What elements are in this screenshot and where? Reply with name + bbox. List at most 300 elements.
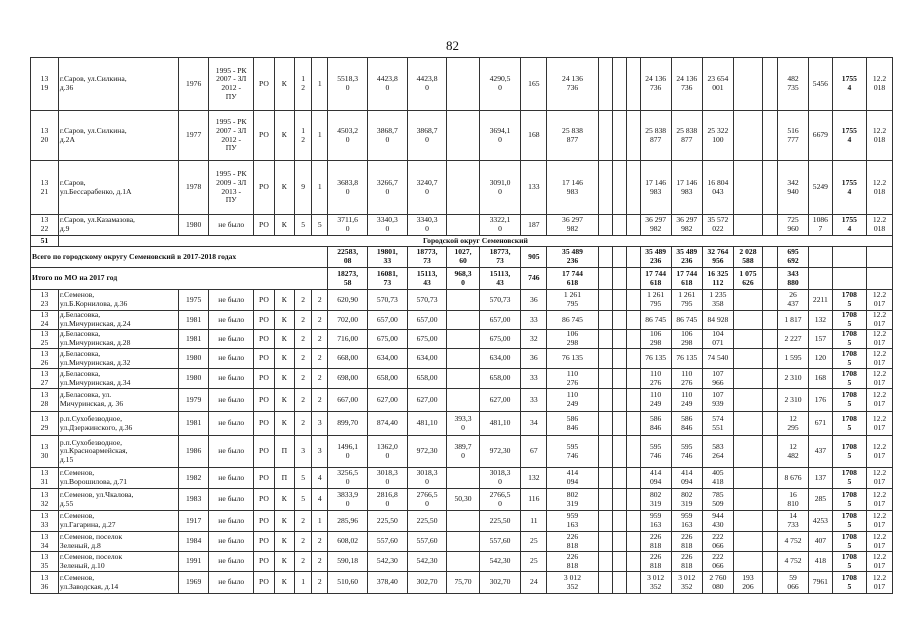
- value-cell: 11: [521, 511, 547, 532]
- value-cell: 8 676: [777, 468, 808, 489]
- value-cell: 1086 7: [809, 215, 833, 236]
- total-value-cell: [832, 247, 866, 268]
- entrances-cell: 1: [312, 511, 328, 532]
- value-cell: 3 012 352: [547, 572, 599, 594]
- value-cell: 25: [521, 552, 547, 572]
- value-cell: [612, 511, 626, 532]
- address-cell: г.Семенов, ул.Гагарина, д.27: [58, 511, 178, 532]
- entrances-cell: 2: [312, 311, 328, 330]
- year-cell: 1978: [179, 161, 209, 215]
- row-number: 13 25: [31, 330, 59, 349]
- total-value-cell: 35 489 236: [547, 247, 599, 268]
- value-cell: [626, 412, 640, 436]
- value-cell: 110 249: [671, 389, 702, 412]
- value-cell: [733, 215, 762, 236]
- value-cell: 1362,0 0: [368, 436, 408, 468]
- value-cell: 106 298: [547, 330, 599, 349]
- value-cell: 187: [521, 215, 547, 236]
- type-cell: РО: [254, 412, 274, 436]
- address-cell: г.Семенов, поселок Зеленый, д.10: [58, 552, 178, 572]
- value-cell: 4503,2 0: [328, 111, 368, 161]
- value-cell: 302,70: [479, 572, 521, 594]
- year-cell: 1981: [179, 412, 209, 436]
- row-number: 13 35: [31, 552, 59, 572]
- value-cell: [762, 468, 777, 489]
- repair-years-cell: не было: [209, 412, 254, 436]
- total-value-cell: [598, 268, 612, 290]
- value-cell: 14 733: [777, 511, 808, 532]
- total-value-cell: 16081, 73: [368, 268, 408, 290]
- document-table-wrapper: [30, 57, 893, 594]
- value-cell: [447, 349, 479, 369]
- value-cell: 658,00: [479, 369, 521, 389]
- value-cell: [447, 511, 479, 532]
- value-cell: 3833,9 0: [328, 489, 368, 511]
- value-cell: [612, 489, 626, 511]
- value-cell: 1708 5: [832, 468, 866, 489]
- total-value-cell: 968,3 0: [447, 268, 479, 290]
- entrances-cell: 2: [312, 369, 328, 389]
- value-cell: 12.2 017: [867, 389, 893, 412]
- value-cell: [733, 349, 762, 369]
- repair-years-cell: 1995 - РК 2007 - ЗЛ 2012 - ПУ: [209, 58, 254, 111]
- value-cell: 3694,1 0: [479, 111, 521, 161]
- floors-cell: 1 2: [295, 58, 312, 111]
- value-cell: [733, 552, 762, 572]
- value-cell: 1708 5: [832, 436, 866, 468]
- table-row: [31, 58, 893, 111]
- entrances-cell: 2: [312, 552, 328, 572]
- value-cell: [598, 552, 612, 572]
- value-cell: [612, 349, 626, 369]
- year-cell: 1917: [179, 511, 209, 532]
- value-cell: 510,60: [328, 572, 368, 594]
- value-cell: 3018,3 0: [479, 468, 521, 489]
- wall-cell: К: [274, 532, 294, 552]
- type-cell: РО: [254, 552, 274, 572]
- row-number: 13 31: [31, 468, 59, 489]
- value-cell: 12.2 018: [867, 111, 893, 161]
- value-cell: 225,50: [368, 511, 408, 532]
- total-label: Итого по МО на 2017 год: [31, 268, 328, 290]
- floors-cell: 2: [295, 330, 312, 349]
- total-value-cell: 2 028 588: [733, 247, 762, 268]
- value-cell: 12 295: [777, 412, 808, 436]
- year-cell: 1975: [179, 290, 209, 311]
- value-cell: 226 818: [547, 532, 599, 552]
- value-cell: 418: [809, 552, 833, 572]
- value-cell: 2211: [809, 290, 833, 311]
- value-cell: 12.2 017: [867, 290, 893, 311]
- value-cell: 1 817: [777, 311, 808, 330]
- repair-years-cell: не было: [209, 330, 254, 349]
- value-cell: [626, 58, 640, 111]
- wall-cell: К: [274, 412, 294, 436]
- value-cell: 570,73: [479, 290, 521, 311]
- total-value-cell: [626, 268, 640, 290]
- year-cell: 1982: [179, 468, 209, 489]
- value-cell: 110 276: [671, 369, 702, 389]
- wall-cell: К: [274, 58, 294, 111]
- type-cell: РО: [254, 468, 274, 489]
- value-cell: 1708 5: [832, 290, 866, 311]
- value-cell: [447, 369, 479, 389]
- value-cell: 627,00: [479, 389, 521, 412]
- row-number: 13 32: [31, 489, 59, 511]
- value-cell: 76 135: [547, 349, 599, 369]
- value-cell: 165: [521, 58, 547, 111]
- value-cell: 225,50: [407, 511, 447, 532]
- value-cell: 12.2 017: [867, 572, 893, 594]
- total-value-cell: [809, 268, 833, 290]
- value-cell: [612, 58, 626, 111]
- value-cell: 5518,3 0: [328, 58, 368, 111]
- address-cell: д.Беласовка, ул.Мичуринская, д.32: [58, 349, 178, 369]
- value-cell: 785 509: [702, 489, 733, 511]
- value-cell: [762, 311, 777, 330]
- address-cell: г.Саров, ул.Силкина, д.36: [58, 58, 178, 111]
- section-number: 51: [31, 236, 59, 247]
- value-cell: [447, 215, 479, 236]
- value-cell: 407: [809, 532, 833, 552]
- value-cell: 3868,7 0: [368, 111, 408, 161]
- value-cell: 658,00: [407, 369, 447, 389]
- floors-cell: 5: [295, 468, 312, 489]
- value-cell: 24 136 736: [671, 58, 702, 111]
- value-cell: 84 928: [702, 311, 733, 330]
- value-cell: 3 012 352: [640, 572, 671, 594]
- value-cell: [733, 58, 762, 111]
- value-cell: [612, 330, 626, 349]
- value-cell: 702,00: [328, 311, 368, 330]
- total-value-cell: [867, 268, 893, 290]
- value-cell: 342 940: [777, 161, 808, 215]
- wall-cell: К: [274, 489, 294, 511]
- address-cell: г.Семенов, ул.Заводская, д.14: [58, 572, 178, 594]
- entrances-cell: 2: [312, 532, 328, 552]
- repair-years-cell: не было: [209, 532, 254, 552]
- row-number: 13 24: [31, 311, 59, 330]
- value-cell: 12.2 017: [867, 412, 893, 436]
- value-cell: 67: [521, 436, 547, 468]
- value-cell: 157: [809, 330, 833, 349]
- value-cell: 24 136 736: [547, 58, 599, 111]
- entrances-cell: 1: [312, 58, 328, 111]
- total-value-cell: 746: [521, 268, 547, 290]
- value-cell: [598, 369, 612, 389]
- year-cell: 1980: [179, 215, 209, 236]
- value-cell: 33: [521, 389, 547, 412]
- value-cell: 226 818: [671, 552, 702, 572]
- value-cell: 634,00: [479, 349, 521, 369]
- table-row: [31, 532, 893, 552]
- value-cell: 675,00: [368, 330, 408, 349]
- value-cell: [762, 412, 777, 436]
- value-cell: 1755 4: [832, 111, 866, 161]
- value-cell: [626, 311, 640, 330]
- wall-cell: К: [274, 369, 294, 389]
- type-cell: РО: [254, 161, 274, 215]
- floors-cell: 2: [295, 389, 312, 412]
- value-cell: 104 071: [702, 330, 733, 349]
- address-cell: г.Семенов, ул.Ворошилова, д.71: [58, 468, 178, 489]
- value-cell: 1708 5: [832, 330, 866, 349]
- value-cell: 2816,8 0: [368, 489, 408, 511]
- value-cell: 675,00: [407, 330, 447, 349]
- total-value-cell: [762, 247, 777, 268]
- value-cell: [447, 58, 479, 111]
- value-cell: 4253: [809, 511, 833, 532]
- value-cell: 627,00: [368, 389, 408, 412]
- value-cell: 716,00: [328, 330, 368, 349]
- type-cell: РО: [254, 111, 274, 161]
- value-cell: 3266,7 0: [368, 161, 408, 215]
- value-cell: 226 818: [640, 532, 671, 552]
- value-cell: 12.2 017: [867, 311, 893, 330]
- value-cell: [598, 468, 612, 489]
- value-cell: 222 066: [702, 532, 733, 552]
- value-cell: 675,00: [479, 330, 521, 349]
- value-cell: 542,30: [479, 552, 521, 572]
- row-number: 13 19: [31, 58, 59, 111]
- value-cell: [612, 290, 626, 311]
- repair-years-cell: не было: [209, 290, 254, 311]
- value-cell: [762, 436, 777, 468]
- value-cell: 76 135: [640, 349, 671, 369]
- entrances-cell: 3: [312, 412, 328, 436]
- wall-cell: К: [274, 111, 294, 161]
- value-cell: 6679: [809, 111, 833, 161]
- value-cell: 671: [809, 412, 833, 436]
- table-row: [31, 436, 893, 468]
- value-cell: 26 437: [777, 290, 808, 311]
- value-cell: 12.2 017: [867, 369, 893, 389]
- value-cell: [762, 215, 777, 236]
- value-cell: 802 319: [671, 489, 702, 511]
- value-cell: [598, 412, 612, 436]
- value-cell: 33: [521, 369, 547, 389]
- value-cell: 16 810: [777, 489, 808, 511]
- value-cell: [626, 489, 640, 511]
- wall-cell: К: [274, 215, 294, 236]
- floors-cell: 2: [295, 290, 312, 311]
- value-cell: 137: [809, 468, 833, 489]
- value-cell: 36 297 982: [547, 215, 599, 236]
- value-cell: [598, 290, 612, 311]
- value-cell: 570,73: [407, 290, 447, 311]
- repair-years-cell: не было: [209, 311, 254, 330]
- value-cell: [598, 349, 612, 369]
- value-cell: [612, 389, 626, 412]
- value-cell: 32: [521, 330, 547, 349]
- repair-years-cell: 1995 - РК 2007 - ЗЛ 2012 - ПУ: [209, 111, 254, 161]
- value-cell: [733, 489, 762, 511]
- repair-years-cell: не было: [209, 468, 254, 489]
- value-cell: 1755 4: [832, 58, 866, 111]
- value-cell: 1 595: [777, 349, 808, 369]
- value-cell: 106 298: [671, 330, 702, 349]
- value-cell: 668,00: [328, 349, 368, 369]
- value-cell: 516 777: [777, 111, 808, 161]
- floors-cell: 1: [295, 572, 312, 594]
- address-cell: г.Семенов, ул.Чкалова, д.55: [58, 489, 178, 511]
- value-cell: [626, 290, 640, 311]
- value-cell: 226 818: [640, 552, 671, 572]
- table-row: [31, 511, 893, 532]
- entrances-cell: 3: [312, 436, 328, 468]
- value-cell: 972,30: [407, 436, 447, 468]
- table-row: [31, 389, 893, 412]
- total-value-cell: 32 764 956: [702, 247, 733, 268]
- value-cell: [612, 468, 626, 489]
- entrances-cell: 2: [312, 389, 328, 412]
- value-cell: 86 745: [671, 311, 702, 330]
- value-cell: [762, 389, 777, 412]
- value-cell: [612, 532, 626, 552]
- wall-cell: П: [274, 436, 294, 468]
- wall-cell: К: [274, 290, 294, 311]
- value-cell: 285,96: [328, 511, 368, 532]
- value-cell: [447, 552, 479, 572]
- value-cell: [447, 290, 479, 311]
- table-row: [31, 572, 893, 594]
- value-cell: 75,70: [447, 572, 479, 594]
- value-cell: 12.2 018: [867, 58, 893, 111]
- value-cell: 107 939: [702, 389, 733, 412]
- value-cell: [598, 161, 612, 215]
- value-cell: 2766,5 0: [479, 489, 521, 511]
- value-cell: [733, 532, 762, 552]
- value-cell: [626, 511, 640, 532]
- year-cell: 1979: [179, 389, 209, 412]
- row-number: 13 21: [31, 161, 59, 215]
- value-cell: 133: [521, 161, 547, 215]
- value-cell: 110 276: [547, 369, 599, 389]
- value-cell: 2 310: [777, 369, 808, 389]
- value-cell: [598, 58, 612, 111]
- year-cell: 1984: [179, 532, 209, 552]
- table-row: [31, 330, 893, 349]
- total-value-cell: 18773, 73: [479, 247, 521, 268]
- value-cell: 1708 5: [832, 412, 866, 436]
- value-cell: 285: [809, 489, 833, 511]
- value-cell: [598, 572, 612, 594]
- entrances-cell: 5: [312, 215, 328, 236]
- value-cell: 25 838 877: [671, 111, 702, 161]
- value-cell: 959 163: [640, 511, 671, 532]
- address-cell: р.п.Сухобезводное, ул.Красноармейская, д.15: [58, 436, 178, 468]
- wall-cell: К: [274, 511, 294, 532]
- value-cell: [612, 111, 626, 161]
- total-value-cell: 15113, 43: [407, 268, 447, 290]
- value-cell: 12.2 018: [867, 215, 893, 236]
- type-cell: РО: [254, 330, 274, 349]
- floors-cell: 2: [295, 311, 312, 330]
- value-cell: 5249: [809, 161, 833, 215]
- total-value-cell: [809, 247, 833, 268]
- floors-cell: 1 2: [295, 111, 312, 161]
- value-cell: 33: [521, 311, 547, 330]
- value-cell: 482 735: [777, 58, 808, 111]
- wall-cell: К: [274, 552, 294, 572]
- table-row: [31, 111, 893, 161]
- value-cell: 3240,7 0: [407, 161, 447, 215]
- floors-cell: 2: [295, 552, 312, 572]
- type-cell: РО: [254, 369, 274, 389]
- value-cell: [612, 412, 626, 436]
- value-cell: 225,50: [479, 511, 521, 532]
- value-cell: 414 094: [640, 468, 671, 489]
- total-value-cell: 1027, 60: [447, 247, 479, 268]
- value-cell: 226 818: [671, 532, 702, 552]
- total-value-cell: 16 325 112: [702, 268, 733, 290]
- value-cell: 405 418: [702, 468, 733, 489]
- total-value-cell: [867, 247, 893, 268]
- entrances-cell: 2: [312, 330, 328, 349]
- value-cell: 36 297 982: [640, 215, 671, 236]
- value-cell: 86 745: [547, 311, 599, 330]
- total-value-cell: 18273, 58: [328, 268, 368, 290]
- floors-cell: 9: [295, 161, 312, 215]
- value-cell: 620,90: [328, 290, 368, 311]
- value-cell: [733, 511, 762, 532]
- value-cell: [626, 552, 640, 572]
- value-cell: [626, 369, 640, 389]
- value-cell: 76 135: [671, 349, 702, 369]
- value-cell: 2 310: [777, 389, 808, 412]
- year-cell: 1986: [179, 436, 209, 468]
- value-cell: [447, 311, 479, 330]
- value-cell: [626, 389, 640, 412]
- address-cell: д.Беласовка, ул.Мичуринская, д.24: [58, 311, 178, 330]
- value-cell: 1 235 358: [702, 290, 733, 311]
- value-cell: 222 066: [702, 552, 733, 572]
- value-cell: 542,30: [368, 552, 408, 572]
- total-value-cell: 15113, 43: [479, 268, 521, 290]
- value-cell: 36 297 982: [671, 215, 702, 236]
- value-cell: [612, 311, 626, 330]
- value-cell: 16 804 043: [702, 161, 733, 215]
- address-cell: г.Саров, ул.Бессарабенко, д.1А: [58, 161, 178, 215]
- value-cell: 12.2 017: [867, 468, 893, 489]
- total-value-cell: 22583, 08: [328, 247, 368, 268]
- value-cell: 3340,3 0: [368, 215, 408, 236]
- value-cell: [733, 468, 762, 489]
- value-cell: 25 838 877: [547, 111, 599, 161]
- total-value-cell: [612, 268, 626, 290]
- total-value-cell: 35 489 236: [640, 247, 671, 268]
- value-cell: [598, 532, 612, 552]
- value-cell: 25 838 877: [640, 111, 671, 161]
- value-cell: 12.2 017: [867, 532, 893, 552]
- value-cell: 542,30: [407, 552, 447, 572]
- value-cell: [733, 436, 762, 468]
- value-cell: 557,60: [407, 532, 447, 552]
- wall-cell: К: [274, 330, 294, 349]
- floors-cell: 3: [295, 436, 312, 468]
- table-row: [31, 552, 893, 572]
- value-cell: 1708 5: [832, 369, 866, 389]
- value-cell: 3091,0 0: [479, 161, 521, 215]
- value-cell: [762, 532, 777, 552]
- total-value-cell: 35 489 236: [671, 247, 702, 268]
- value-cell: [612, 436, 626, 468]
- value-cell: 570,73: [368, 290, 408, 311]
- value-cell: 959 163: [547, 511, 599, 532]
- value-cell: 802 319: [547, 489, 599, 511]
- row-number: 13 26: [31, 349, 59, 369]
- value-cell: 24: [521, 572, 547, 594]
